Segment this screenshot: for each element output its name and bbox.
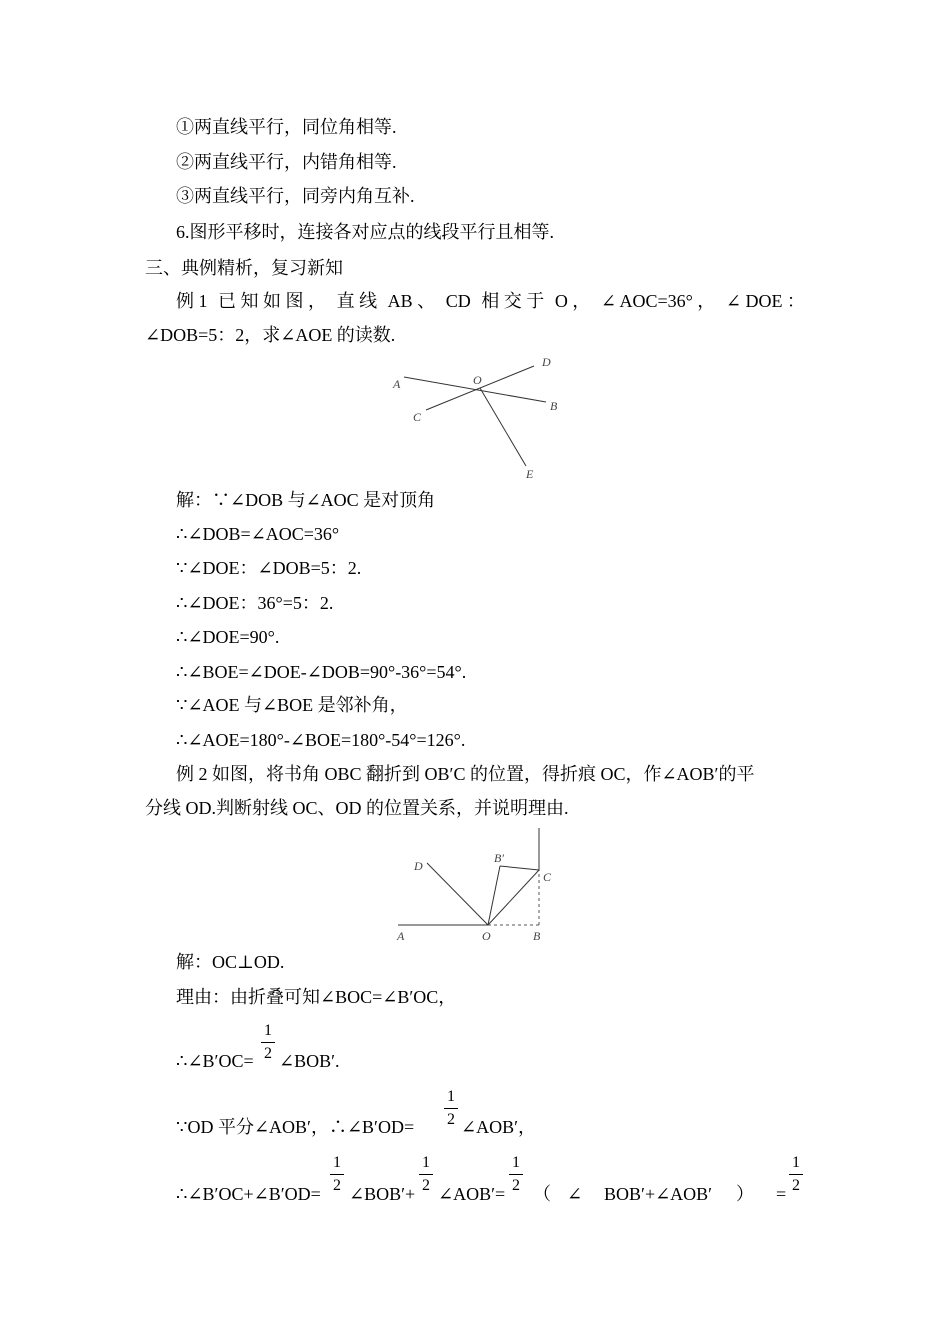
text-line: =: [776, 1184, 787, 1204]
text-line: ②两直线平行，内错角相等.: [176, 152, 397, 172]
text-line: ∴∠DOB=∠AOC=36°: [176, 524, 340, 544]
fraction-numerator: 1: [444, 1086, 458, 1109]
label-a: A: [393, 377, 401, 391]
text-line: ∴∠BOE=∠DOE-∠DOB=90°-36°=54°.: [176, 662, 467, 682]
text-line: ∠BOB′.: [279, 1051, 340, 1071]
fraction-denominator: 2: [264, 1045, 272, 1062]
label-o: O: [482, 929, 491, 943]
text-span: 例 1: [176, 291, 208, 311]
text-line: 6.图形平移时，连接各对应点的线段平行且相等.: [176, 222, 554, 242]
segment-ob-prime: [488, 866, 500, 925]
text-line: BOB′+∠AOB′: [604, 1184, 713, 1204]
text-line: ∴∠AOE=180°-∠BOE=180°-54°=126°.: [176, 730, 466, 750]
label-e: E: [526, 467, 534, 481]
label-c: C: [413, 410, 422, 424]
text-span: CD: [445, 291, 471, 311]
label-b-prime: B′: [494, 851, 504, 865]
ray-od: [427, 863, 488, 925]
figure-1-intersecting-lines: [380, 350, 580, 485]
text-line: ∴∠B′OC=: [176, 1051, 254, 1071]
label-c: C: [543, 870, 552, 884]
text-line: ）: [736, 1184, 754, 1204]
fraction-numerator: 1: [509, 1152, 523, 1175]
example-2-line-2: 分线 OD.判断射线 OC、OD 的位置关系，并说明理由.: [145, 798, 569, 818]
text-line: 解：OC⊥OD.: [176, 952, 285, 972]
text-line: ∵OD 平分∠AOB′，∴∠B′OD=: [176, 1117, 415, 1137]
text-line: ∠AOB′，: [461, 1117, 537, 1137]
fraction-numerator: 1: [419, 1152, 433, 1175]
ray-oe: [480, 388, 526, 466]
text-span: 直 线: [336, 291, 378, 311]
label-a: A: [397, 929, 405, 943]
text-line: ∴∠DOE=90°.: [176, 627, 280, 647]
example-1-line-1: [176, 289, 805, 313]
text-line: ∴∠B′OC+∠B′OD=: [176, 1184, 321, 1204]
fraction-one-half: [419, 1152, 433, 1197]
text-span: ∠ AOC=36° ，: [600, 291, 716, 311]
text-line: ∵∠AOE 与∠BOE 是邻补角，: [176, 695, 408, 715]
text-span: O ，: [554, 291, 591, 311]
fraction-numerator: 1: [261, 1020, 275, 1043]
example-1-line-2: ∠DOB=5：2，求∠AOE 的读数.: [145, 325, 396, 345]
text-line: ∴∠DOE：36°=5：2.: [176, 593, 334, 613]
fraction-denominator: 2: [512, 1177, 520, 1194]
fraction-denominator: 2: [422, 1177, 430, 1194]
label-b: B: [533, 929, 541, 943]
fraction-denominator: 2: [447, 1111, 455, 1128]
label-b: B: [550, 399, 558, 413]
text-line: ∵∠DOE：∠DOB=5：2.: [176, 558, 362, 578]
fraction-one-half: [444, 1086, 458, 1131]
fraction-denominator: 2: [333, 1177, 341, 1194]
ray-oc: [488, 870, 539, 925]
text-span: 相 交 于: [481, 291, 545, 311]
text-span: 已 知 如 图 ，: [218, 291, 327, 311]
figure-2-folded-corner: [390, 825, 565, 945]
text-line: ③两直线平行，同旁内角互补.: [176, 186, 415, 206]
text-line: ∠: [567, 1184, 583, 1204]
text-line: ∠AOB′=: [438, 1184, 506, 1204]
fraction-one-half: [509, 1152, 523, 1197]
section-heading: 三、典例精析，复习新知: [145, 258, 343, 278]
text-line: ①两直线平行，同位角相等.: [176, 117, 397, 137]
example-2-line-1: 例 2 如图，将书角 OBC 翻折到 OB′C 的位置，得折痕 OC，作∠AOB′的平: [176, 764, 755, 784]
segment-b-prime-c: [500, 866, 539, 870]
fraction-one-half: [330, 1152, 344, 1197]
fraction-one-half: [261, 1020, 275, 1065]
text-line: ∠BOB′+: [349, 1184, 416, 1204]
fraction-one-half: [789, 1152, 803, 1197]
text-span: ∠ DOE ：: [725, 291, 805, 311]
fraction-denominator: 2: [792, 1177, 800, 1194]
label-d: D: [414, 859, 423, 873]
text-line: 理由：由折叠可知∠BOC=∠B′OC，: [176, 987, 457, 1007]
fraction-numerator: 1: [789, 1152, 803, 1175]
text-line: 解：∵∠DOB 与∠AOC 是对顶角: [176, 490, 436, 510]
fraction-numerator: 1: [330, 1152, 344, 1175]
text-span: AB 、: [387, 291, 436, 311]
label-d: D: [542, 355, 551, 369]
text-line: （: [533, 1184, 551, 1204]
label-o: O: [473, 373, 482, 387]
